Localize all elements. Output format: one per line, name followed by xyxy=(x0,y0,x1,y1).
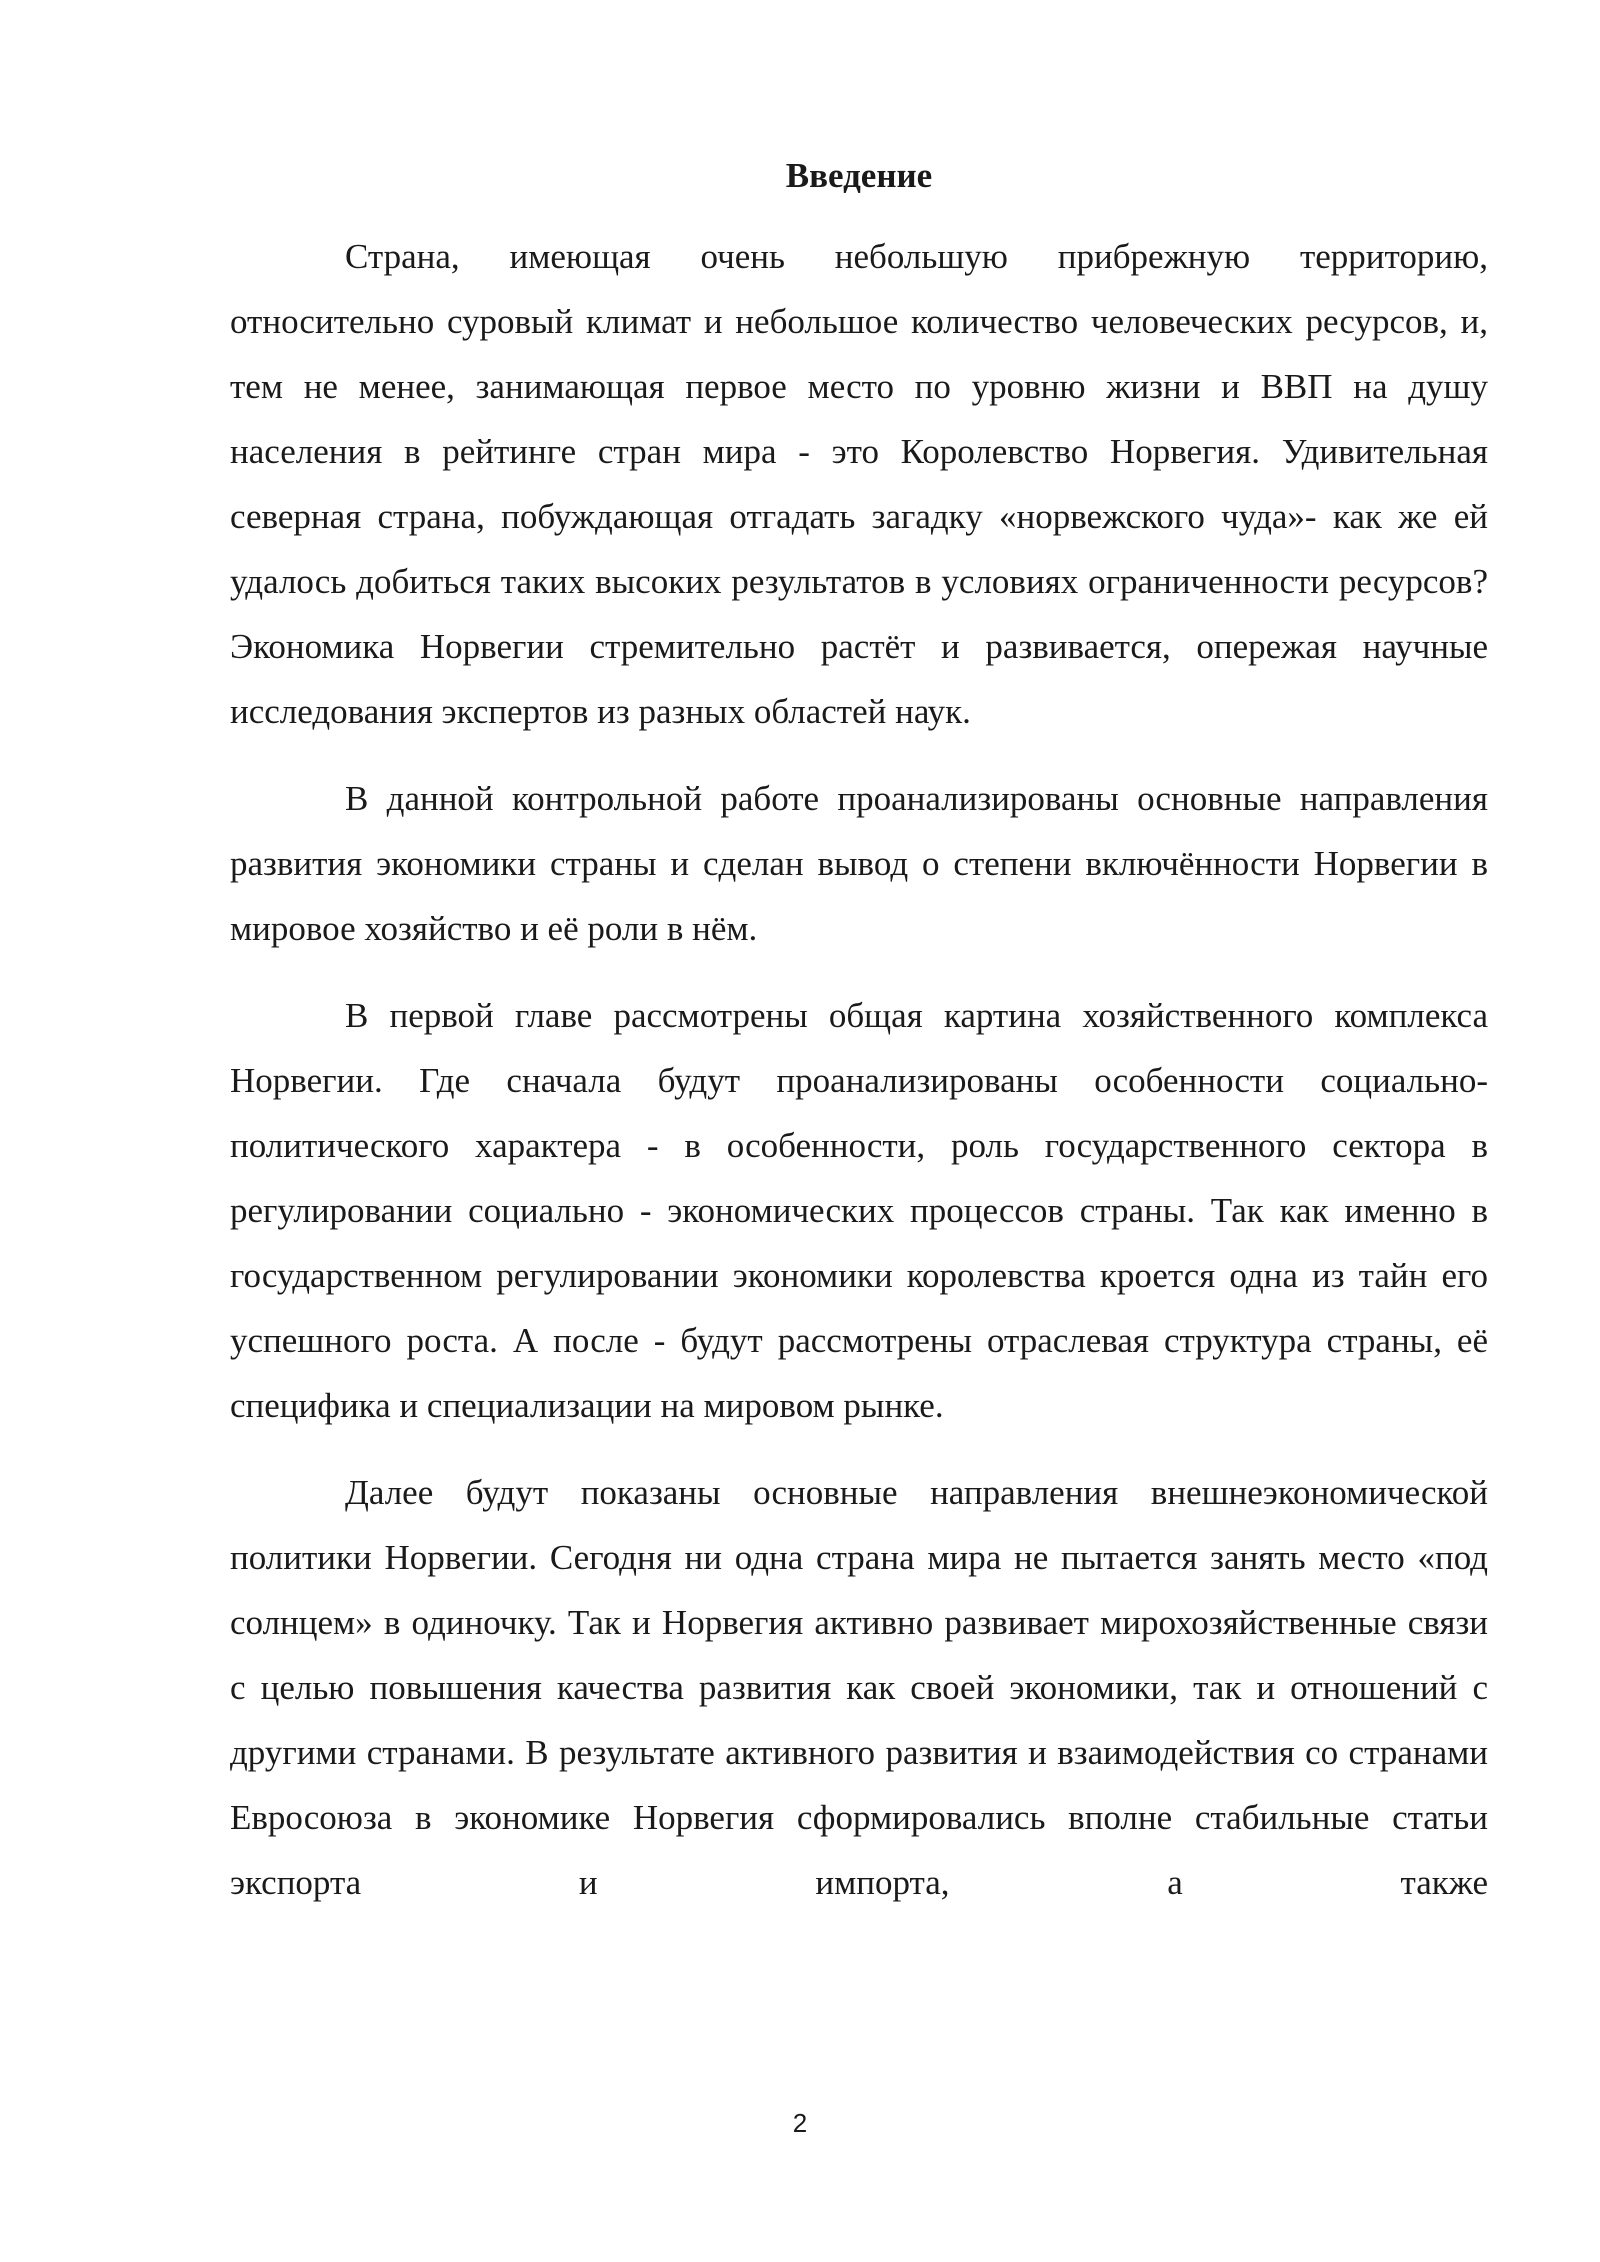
paragraph-intro: Страна, имеющая очень небольшую прибрежную территорию, относительно суровый климат и небольшое количество человеческих ресурсов, и, тем не менее, занимающая первое место по уровню жизни и ВВП на душу населения в рейтинге стран мира - это Королевство Норвегия. Удивительная северная страна, побуждающая отгадать загадку «норвежского чуда»- как же ей удалось добиться таких высоких результатов в условиях ограниченности ресурсов? Экономика Норвегии стремительно растёт и развивается, опережая научные исследования экспертов из разных областей наук. xyxy=(230,237,1488,731)
page-content xyxy=(230,150,1488,1915)
paragraph-work-scope: В данной контрольной работе проанализированы основные направления развития экономики страны и сделан вывод о степени включённости Норвегии в мировое хозяйство и её роли в нём. xyxy=(230,779,1488,948)
paragraph-first-chapter: В первой главе рассмотрены общая картина хозяйственного комплекса Норвегии. Где сначала будут проанализированы особенности социально-политического характера - в особенности, роль государственного сектора в регулировании социально - экономических процессов страны. Так как именно в государственном регулировании экономики королевства кроется одна из тайн его успешного роста. А после - будут рассмотрены отраслевая структура страны, её специфика и специализации на мировом рынке. xyxy=(230,996,1488,1425)
page-number: 2 xyxy=(792,2108,808,2138)
section-title: Введение xyxy=(785,156,933,195)
paragraph-foreign-policy: Далее будут показаны основные направления внешнеэкономической политики Норвегии. Сегодня ни одна страна мира не пытается занять место «под солнцем» в одиночку. Так и Норвегия активно развивает мирохозяйственные связи с целью повышения качества развития как своей экономики, так и отношений с другими странами. В результате активного развития и взаимодействия со странами Евросоюза в экономике Норвегия сформировались вполне стабильные статьи экспорта и импорта, а также xyxy=(230,1473,1488,1902)
